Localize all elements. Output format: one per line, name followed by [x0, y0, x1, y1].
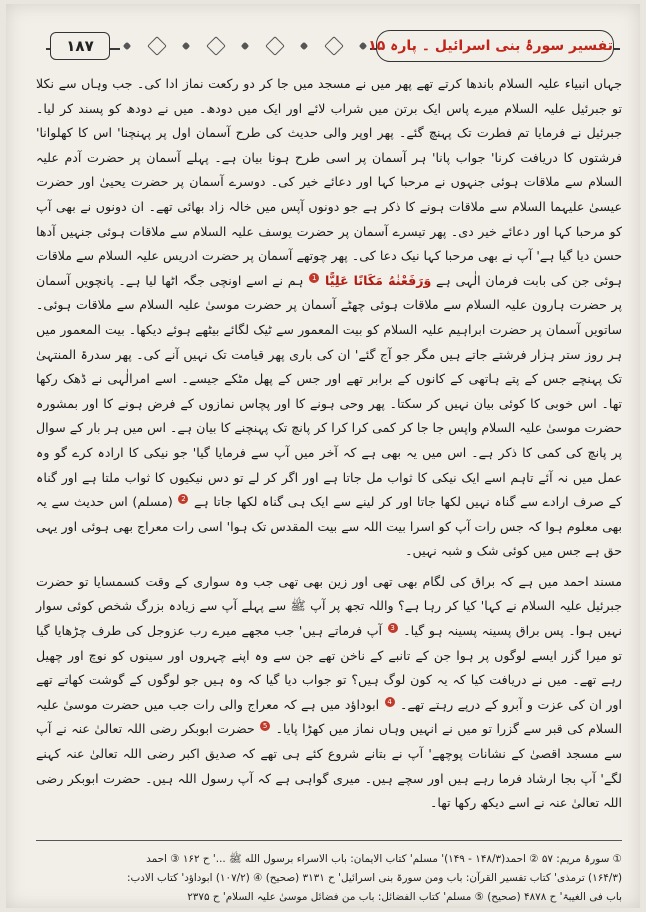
footnotes — [36, 850, 622, 907]
paragraph-2-part-c: ابوداؤد میں ہے کہ معراج والی رات جب میں حضرت موسیٰ علیہ السلام کی قبر سے گزرا تو میں نے انہیں وہاں نماز میں کھڑا پایا۔ — [36, 696, 622, 737]
paragraph-1 — [36, 72, 622, 564]
page — [6, 4, 640, 908]
footnote-line-1: ① سورۂ مریم: ۵۷ ② احمد(۱۴۸/۳ - ۱۴۹)' مسلم' کتاب الایمان: باب الاسراء برسول الله ﷺ ...' ح ۱۶۲ ③ احمد — [146, 853, 622, 865]
footnote-line-2: (۱۶۴/۳) ترمذی' کتاب تفسیر القرآن: باب ومن سورۃ بنی اسرائیل' ح ۳۱۳۱ (صحیح) ④ (۱۰۷/۲) ابوداؤد' کتاب الادب: — [127, 872, 622, 884]
footnote-ref-3[interactable]: 3 — [388, 623, 398, 633]
paragraph-1-part-a: جہاں انبیاء علیہ السلام باندھا کرتے تھے پھر میں نے مسجد میں جا کر دو رکعت نماز ادا کی۔ جب وہاں سے نکلا تو جبرئیل علیہ السلام میرے پاس ایک برتن میں شراب لائے اور ایک میں دودھ۔ میں نے دودھ کو پسند کر لیا۔ جبرئیل نے فرمایا تم فطرت تک پہنچ گئے۔ پھر اوپر والی حدیث کی طرح آسمان اول پر پہنچنا' اس کا کھلوانا' فرشتوں کا دریافت کرنا' جواب پانا' ہر آسمان پر اسی طرح ہونا بیان ہے۔ پہلے آسمان پر حضرت آدم علیہ السلام سے ملاقات ہوئی جنہوں نے مرحبا کہا اور دعائے خیر کی۔ دوسرے آسمان پر حضرت یحییٰ اور حضرت عیسیٰ علیہما السلام سے ملاقات ہونے کا ذکر ہے جو دونوں آپس میں خالہ زاد بھائی تھے۔ ان دونوں نے بھی آپ کو مرحبا کہا اور دعائے خیر دی۔ پھر تیسرے آسمان پر حضرت یوسف علیہ السلام سے ملاقات ہوئی جنہیں آدھا حسن دیا گیا ہے' آپ نے بھی مرحبا کہا نیک دعا کی۔ پھر چوتھے آسمان پر حضرت ادریس علیہ السلام سے ملاقات ہوئی جن کی بابت فرمان الٰہی ہے — [36, 76, 622, 288]
running-title: تفسیر سورۂ بنی اسرائیل ۔ پارہ ۱۵ — [376, 30, 614, 62]
footnote-ref-5[interactable]: 5 — [260, 721, 270, 731]
ornament-diamond-icon — [206, 36, 226, 56]
quran-verse: وَرَفَعْنٰهُ مَكَانًا عَلِيًّا — [324, 272, 432, 288]
ornament-diamond-icon — [147, 36, 167, 56]
paragraph-2 — [36, 570, 622, 816]
paragraph-2-part-b: آپ فرماتے ہیں' جب مجھے میرے رب عزوجل کی طرف چڑھایا گیا تو میرا گزر ایسے لوگوں پر ہوا جن کے تانبے کے ناخن تھے جن سے وہ اپنے چہروں اور سینوں کو نوچ اور چھیل رہے تھے۔ میں نے دریافت کیا کہ یہ کون لوگ ہیں؟ تو جواب دیا گیا کہ وہ ہیں جو لوگوں کے گوشت کھاتے تھے اور ان کی عزت و آبرو کے درپے رہتے تھے۔ — [36, 623, 622, 712]
ornament-dot-icon — [182, 42, 190, 50]
ornament-diamond-icon — [324, 36, 344, 56]
ornament-diamond-icon — [265, 36, 285, 56]
ornament-dot-icon — [300, 42, 308, 50]
body-text — [36, 72, 622, 816]
ornament-dot-icon — [123, 42, 131, 50]
paragraph-1-part-b: ہم نے اسے اونچی جگہ اٹھا لیا ہے۔ پانچویں آسمان پر حضرت ہارون علیہ السلام سے ملاقات ہوئی چھٹے آسمان پر حضرت موسیٰ علیہ السلام سے ملاقات ہوئی۔ ساتویں آسمان پر حضرت ابراہیم علیہ السلام کو بیت المعمور سے ٹیک لگائے بیٹھے ہوئے دیکھا۔ بیت المعمور میں ہر روز ستر ہزار فرشتے جاتے ہیں مگر جو آج گئے' ان کی باری پھر قیامت تک نہیں آنے کی۔ پھر سدرۃ المنتہیٰ تک پہنچے جس کے پتے ہاتھی کے کانوں کے برابر تھے اور جس کے پھل مٹکے جیسے۔ اسے امرالٰہی نے ڈھک رکھا تھا۔ اس خوبی کا کوئی بیان نہیں کر سکتا۔ پھر وحی ہونے کا اور پچاس نمازوں کے فرض ہونے کا اور بمشورہ حضرت موسیٰ علیہ السلام واپس جا جا کر کمی کرا کرا کر پانچ تک پہنچنے کا بیان ہے۔ اس میں ہر بار کے سوال پر پانچ کی کمی کا ذکر ہے۔ اس میں یہ بھی ہے کہ آخر میں آپ سے فرمایا گیا' جو نیکی کا ارادہ کرے گو وہ عمل میں نہ آئے تاہم اسے ایک نیکی کا ثواب مل جاتا ہے اور اگر کر لے تو دس نیکیوں کا ثواب ملتا ہے اور گناہ کے صرف ارادے سے گناہ نہیں لکھا جاتا اور کر لینے سے ایک ہی گناہ لکھا جاتا ہے — [36, 272, 622, 510]
footnote-line-3: باب فی الغیبۃ' ح ۴۸۷۸ (صحیح) ⑤ مسلم' کتاب الفضائل: باب من فضائل موسیٰ علیہ السلام' ح ۲۳۷۵ — [187, 891, 622, 903]
paragraph-2-part-a: مسند احمد میں ہے کہ براق کی لگام بھی تھی اور زین بھی تھی جب وہ سواری کے وقت کسمسایا تو حضرت جبرئیل علیہ السلام نے کہا' کیا کر رہا ہے؟ واللہ تجھ پر آپ ﷺ سے پہلے آپ سے زیادہ بزرگ شخص کوئی سوار نہیں ہوا۔ پس براق پسینہ پسینہ ہو گیا۔ — [36, 573, 622, 639]
page-number: ١٨٧ — [50, 32, 110, 60]
footnote-divider — [36, 840, 622, 841]
header-ornament — [120, 33, 370, 59]
ornament-dot-icon — [359, 42, 367, 50]
page-header — [46, 30, 620, 62]
footnote-ref-2[interactable]: 2 — [178, 494, 188, 504]
footnote-ref-1[interactable]: 1 — [309, 273, 319, 283]
paragraph-2-part-d: حضرت ابوبکر رضی اللہ تعالیٰ عنہ نے آپ سے مسجد اقصیٰ کے نشانات پوچھے' آپ نے بتانے شروع کئے ہی تھے کہ صدیق اکبر رضی اللہ تعالیٰ عنہ کہنے لگے' آپ بجا ارشاد فرما رہے ہیں اور سچے ہیں۔ میری گواہی ہے کہ آپ رسول اللہ ہیں۔ حضرت ابوبکر رضی اللہ تعالیٰ عنہ نے اسے دیکھ رکھا تھا۔ — [36, 721, 622, 811]
ornament-dot-icon — [241, 42, 249, 50]
footnote-ref-4[interactable]: 4 — [385, 697, 395, 707]
paragraph-1-part-c: (مسلم) اس حدیث سے یہ بھی معلوم ہوا کہ جس رات آپ کو اسرا بیت اللہ سے بیت المقدس تک ہوا' اسی رات معراج بھی ہوئی اور یہی حق ہے جس میں کوئی شک و شبہ نہیں۔ — [36, 494, 622, 559]
